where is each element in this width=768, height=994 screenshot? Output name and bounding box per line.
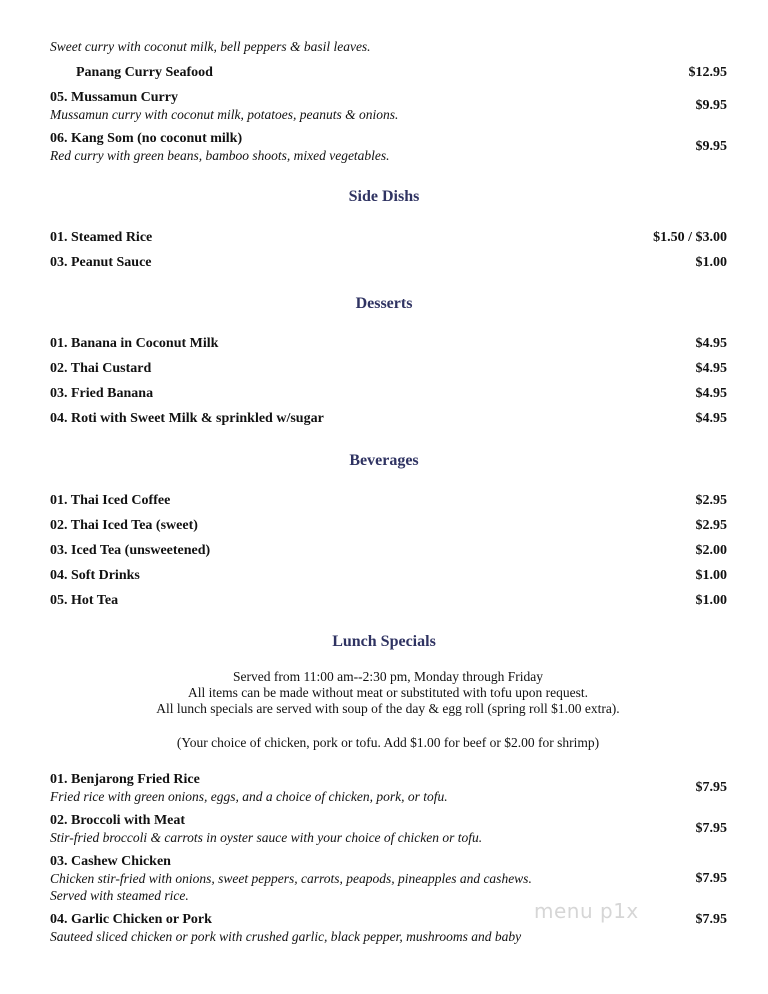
item-description: Stir-fried broccoli & carrots in oyster sauce with your choice of chicken or tofu. — [50, 830, 483, 845]
item-price: $4.95 — [695, 411, 727, 426]
menu-item — [50, 335, 727, 352]
lunch-note: Served from 11:00 am--2:30 pm, Monday through Friday — [233, 669, 543, 684]
item-price: $7.95 — [695, 780, 727, 795]
item-name: 04. Roti with Sweet Milk & sprinkled w/sugar — [50, 411, 324, 426]
item-name: 03. Peanut Sauce — [50, 255, 152, 270]
item-price: $1.50 / $3.00 — [653, 230, 727, 245]
item-price: $2.95 — [695, 493, 727, 508]
panang-curry-description: Sweet curry with coconut milk, bell peppers & basil leaves. — [50, 39, 371, 54]
menu-item-benjarong-fried-rice — [50, 771, 727, 805]
menu-item — [50, 229, 727, 246]
item-name: Panang Curry Seafood — [76, 65, 213, 80]
item-name: 03. Cashew Chicken — [50, 854, 171, 869]
item-price: $12.95 — [688, 65, 727, 80]
item-name: 05. Hot Tea — [50, 593, 119, 608]
item-price: $7.95 — [695, 871, 727, 886]
item-name: 01. Thai Iced Coffee — [50, 493, 171, 508]
item-price: $4.95 — [695, 386, 727, 401]
item-name: 02. Broccoli with Meat — [50, 813, 186, 828]
menu-item — [50, 492, 727, 509]
menu-item-mussamun-curry — [50, 89, 727, 123]
section-heading-side-dishes: Side Dishs — [348, 188, 420, 205]
section-heading-beverages: Beverages — [349, 452, 419, 469]
item-price: $4.95 — [695, 336, 727, 351]
item-description-line-2: Served with steamed rice. — [50, 888, 189, 903]
menupix-watermark: menu p1x — [534, 899, 639, 923]
item-name: 02. Thai Iced Tea (sweet) — [50, 518, 198, 533]
item-name: 03. Iced Tea (unsweetened) — [50, 543, 211, 558]
lunch-choice-note: (Your choice of chicken, pork or tofu. Add $1.00 for beef or $2.00 for shrimp) — [176, 735, 600, 750]
item-name: 02. Thai Custard — [50, 361, 152, 376]
section-heading-desserts: Desserts — [355, 295, 413, 312]
menu-item — [50, 254, 727, 271]
menu-item — [50, 567, 727, 584]
item-price: $2.00 — [695, 543, 727, 558]
item-name: 01. Benjarong Fried Rice — [50, 772, 200, 787]
item-description: Mussamun curry with coconut milk, potatoes, peanuts & onions. — [50, 107, 399, 122]
item-price: $7.95 — [695, 821, 727, 836]
item-name: 05. Mussamun Curry — [50, 90, 178, 105]
item-price: $1.00 — [695, 255, 727, 270]
item-name: 04. Garlic Chicken or Pork — [50, 912, 212, 927]
menu-item-kang-som — [50, 130, 727, 164]
menu-item — [50, 410, 727, 427]
item-name: 06. Kang Som (no coconut milk) — [50, 131, 243, 146]
menu-item — [50, 592, 727, 609]
item-price: $1.00 — [695, 593, 727, 608]
item-price: $2.95 — [695, 518, 727, 533]
lunch-note: All items can be made without meat or substituted with tofu upon request. — [187, 685, 589, 700]
menu-item — [50, 517, 727, 534]
menu-item — [50, 542, 727, 559]
item-name: 04. Soft Drinks — [50, 568, 140, 583]
item-description: Sauteed sliced chicken or pork with crushed garlic, black pepper, mushrooms and baby — [50, 929, 522, 944]
menu-item-broccoli-with-meat — [50, 812, 727, 846]
lunch-note: All lunch specials are served with soup of the day & egg roll (spring roll $1.00 extra). — [156, 701, 620, 716]
item-name: 01. Steamed Rice — [50, 230, 153, 245]
item-description: Fried rice with green onions, eggs, and a choice of chicken, pork, or tofu. — [50, 789, 448, 804]
menu-item — [50, 385, 727, 402]
item-description: Red curry with green beans, bamboo shoots, mixed vegetables. — [50, 148, 390, 163]
section-heading-lunch-specials: Lunch Specials — [332, 633, 436, 650]
item-description: Chicken stir-fried with onions, sweet peppers, carrots, peapods, pineapples and cashews. — [50, 871, 532, 886]
item-price: $4.95 — [695, 361, 727, 376]
menu-item-cashew-chicken — [50, 853, 727, 904]
item-price: $9.95 — [695, 98, 727, 113]
item-price: $9.95 — [695, 139, 727, 154]
menu-item — [50, 360, 727, 377]
menu-item-panang-curry-seafood — [50, 64, 727, 81]
item-name: 03. Fried Banana — [50, 386, 154, 401]
item-price: $7.95 — [695, 912, 727, 927]
item-name: 01. Banana in Coconut Milk — [50, 336, 219, 351]
item-price: $1.00 — [695, 568, 727, 583]
